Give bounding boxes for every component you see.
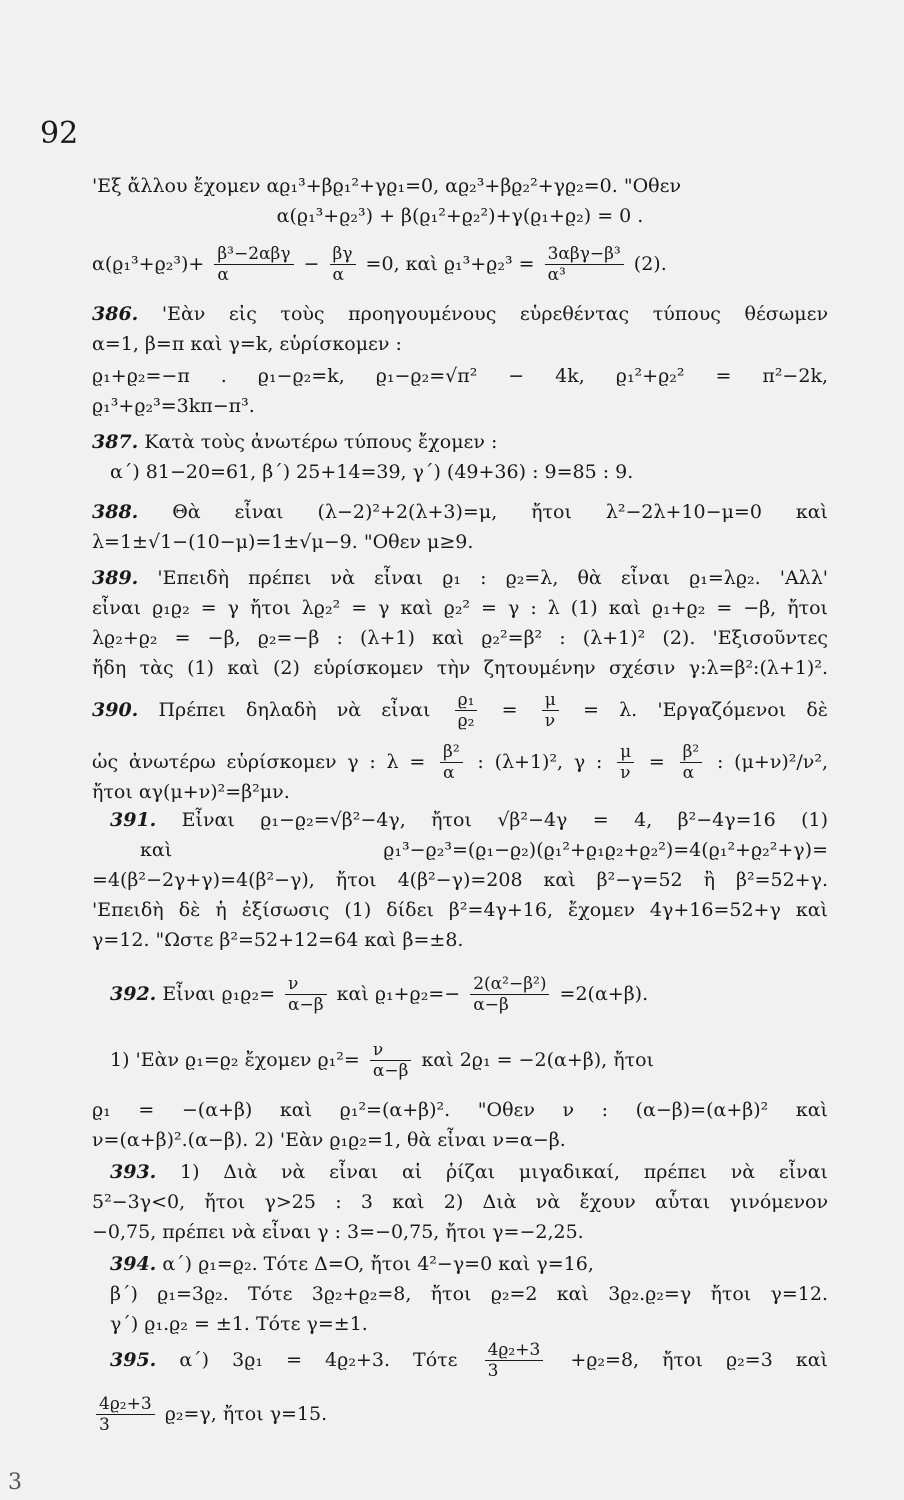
text-segment: 1) 'Εὰν ϱ₁=ϱ₂ ἔχομεν ϱ₁²= <box>110 1048 366 1071</box>
text-segment: α΄) 81−20=61, β΄) 25+14=39, γ΄) (49+36) : 9=85 : 9. <box>110 461 634 483</box>
denominator: ϱ₂ <box>457 711 475 732</box>
exercise-number: 387. <box>92 431 139 453</box>
numerator: ν <box>285 974 327 995</box>
fraction <box>285 974 327 1016</box>
text-segment: =4(β²−2γ+γ)=4(β²−γ), ἤτοι 4(β²−γ)=208 καὶ β²−γ=52 ἢ β²=52+γ. <box>92 869 828 891</box>
exercise-number: 395. <box>110 1348 157 1371</box>
text-line <box>92 624 828 652</box>
numerator: β³−2αβγ <box>214 244 293 265</box>
denominator: α−β <box>288 995 324 1016</box>
text-line <box>110 1250 828 1278</box>
text-segment: 'Εὰν εἰς τοὺς προηγουμένους εὑρεθέντας τύπους θέσωμεν <box>138 303 828 325</box>
fraction <box>330 244 356 286</box>
text-segment: Κατὰ τοὺς ἀνωτέρω τύπους ἔχομεν : <box>138 431 498 453</box>
text-line <box>92 594 828 622</box>
exercise-number: 394. <box>110 1253 157 1275</box>
exercise-number: 393. <box>110 1161 157 1183</box>
fraction <box>96 1394 155 1436</box>
text-line <box>92 202 828 230</box>
text-line <box>140 836 828 864</box>
text-line <box>92 866 828 894</box>
text-segment: ἤδη τὰς (1) καὶ (2) εὑρίσκομεν τὴν ζητουμένην σχέσιν γ:λ=β²:(λ+1)². <box>92 657 828 679</box>
page-number: 92 <box>40 116 79 151</box>
exercise-number: 386. <box>92 303 139 325</box>
fraction <box>214 244 293 286</box>
text-line <box>92 392 828 420</box>
text-segment: (2). <box>627 252 667 275</box>
text-line <box>92 896 828 924</box>
denominator: α−β <box>473 995 509 1016</box>
numerator: 4ϱ₂+3 <box>96 1394 155 1415</box>
fraction <box>542 690 559 732</box>
text-segment: 'Εξ ἄλλου ἔχομεν αϱ₁³+βϱ₁²+γϱ₁=0, αϱ₂³+βϱ₂²+γϱ₂=0. "Οθεν <box>92 175 681 197</box>
text-line <box>92 362 828 390</box>
text-line <box>92 1218 828 1246</box>
text-segment: α΄) ϱ₁=ϱ₂. Τότε Δ=O, ἤτοι 4²−γ=0 καὶ γ=16, <box>156 1253 594 1275</box>
text-segment: +ϱ₂=8, ἤτοι ϱ₂=3 καὶ <box>547 1348 828 1371</box>
text-segment: : (λ+1)², γ : <box>466 750 614 773</box>
text-segment: ϱ₁+ϱ₂=−π . ϱ₁−ϱ₂=k, ϱ₁−ϱ₂=√π² − 4k, ϱ₁²+ϱ₂² = π²−2k, <box>92 365 828 387</box>
numerator: μ <box>542 690 559 711</box>
fraction <box>370 1040 412 1082</box>
text-segment: = <box>481 698 538 721</box>
exercise-number: 389. <box>92 567 139 589</box>
text-line <box>92 564 828 592</box>
text-line <box>110 458 828 486</box>
text-segment: Πρέπει δηλαδὴ νὰ εἶναι <box>138 698 451 721</box>
numerator: β² <box>440 742 463 763</box>
text-line <box>110 1280 828 1308</box>
text-segment: α(ϱ₁³+ϱ₂³)+ <box>92 252 211 275</box>
text-segment: ὡς ἀνωτέρω εὑρίσκομεν γ : λ = <box>92 750 437 773</box>
text-line <box>110 1310 828 1338</box>
text-line <box>110 974 828 1016</box>
denominator: α−β <box>372 1061 409 1082</box>
denominator: 3 <box>487 1361 499 1382</box>
text-segment: γ=12. "Ωστε β²=52+12=64 καὶ β=±8. <box>92 929 464 951</box>
exercise-number: 390. <box>92 698 139 721</box>
text-segment: −0,75, πρέπει νὰ εἶναι γ : 3=−0,75, ἤτοι γ=−2,25. <box>92 1221 584 1243</box>
text-segment: καὶ ϱ₁³−ϱ₂³=(ϱ₁−ϱ₂)(ϱ₁²+ϱ₁ϱ₂+ϱ₂²)=4(ϱ₁²+ϱ₂²+γ)= <box>140 839 828 861</box>
corner-mark: 3 <box>8 1470 22 1495</box>
fraction <box>455 690 478 732</box>
text-segment: =0, καὶ ϱ₁³+ϱ₂³ = <box>359 252 541 275</box>
exercise-number: 388. <box>92 501 139 523</box>
text-segment: εἶναι ϱ₁ϱ₂ = γ ἤτοι λϱ₂² = γ καὶ ϱ₂² = γ : λ (1) καὶ ϱ₁+ϱ₂ = −β, ἤτοι <box>92 597 828 619</box>
text-segment: ἤτοι αγ(μ+ν)²=β²μν. <box>92 781 290 803</box>
text-segment: Εἶναι ϱ₁ϱ₂= <box>156 982 282 1005</box>
numerator: ϱ₁ <box>455 690 478 711</box>
text-line <box>92 1188 828 1216</box>
text-line <box>92 244 828 286</box>
exercise-number: 391. <box>110 809 157 831</box>
text-line <box>92 498 828 526</box>
text-line <box>92 654 828 682</box>
text-segment: Εἶναι ϱ₁−ϱ₂=√β²−4γ, ἤτοι √β²−4γ = 4, β²−4γ=16 (1) <box>156 809 828 831</box>
text-segment: ϱ₂=γ, ἤτοι γ=15. <box>158 1402 328 1425</box>
text-segment: α=1, β=π καὶ γ=k, εὑρίσκομεν : <box>92 333 402 355</box>
text-line <box>92 1096 828 1124</box>
text-segment: ϱ₁³+ϱ₂³=3kπ−π³. <box>92 395 255 417</box>
text-line <box>92 1394 828 1436</box>
denominator: α <box>217 265 229 286</box>
denominator: α <box>443 763 455 784</box>
numerator: 4ϱ₂+3 <box>485 1340 544 1361</box>
text-segment: καὶ 2ϱ₁ = −2(α+β), ἤτοι <box>415 1048 654 1071</box>
numerator: ν <box>370 1040 412 1061</box>
numerator: 3αβγ−β³ <box>545 244 624 265</box>
text-segment: Θὰ εἶναι (λ−2)²+2(λ+3)=μ, ἤτοι λ²−2λ+10−μ=0 καὶ <box>138 501 828 523</box>
numerator: 2(α²−β²) <box>470 974 549 995</box>
text-segment: λ=1±√1−(10−μ)=1±√μ−9. "Οθεν μ≥9. <box>92 531 474 553</box>
text-line <box>92 1126 828 1154</box>
text-line <box>110 1040 828 1082</box>
denominator: α³ <box>547 265 566 286</box>
numerator: μ <box>617 742 634 763</box>
text-line <box>92 690 828 732</box>
text-line <box>92 528 828 556</box>
exercise-number: 392. <box>110 982 157 1005</box>
text-segment: ϱ₁ = −(α+β) καὶ ϱ₁²=(α+β)². "Οθεν ν : (α−β)=(α+β)² καὶ <box>92 1099 828 1121</box>
text-segment: καὶ ϱ₁+ϱ₂=− <box>330 982 467 1005</box>
text-segment: = <box>638 750 676 773</box>
text-segment: α΄) 3ϱ₁ = 4ϱ₂+3. Τότε <box>156 1348 481 1371</box>
text-segment: =2(α+β). <box>553 982 649 1005</box>
denominator: ν <box>620 763 631 784</box>
text-line <box>92 428 828 456</box>
text-segment: 'Επειδὴ πρέπει νὰ εἶναι ϱ₁ : ϱ₂=λ, θὰ εἶναι ϱ₁=λϱ₂. 'Αλλ' <box>138 567 828 589</box>
fraction <box>485 1340 544 1382</box>
text-segment: 1) Διὰ νὰ εἶναι αἱ ῥίζαι μιγαδικαί, πρέπει νὰ εἶναι <box>156 1161 828 1183</box>
text-segment: = λ. 'Εργαζόμενοι δὲ <box>562 698 828 721</box>
text-segment: − <box>297 252 326 275</box>
fraction <box>470 974 549 1016</box>
text-segment: α(ϱ₁³+ϱ₂³) + β(ϱ₁²+ϱ₂²)+γ(ϱ₁+ϱ₂) = 0 . <box>276 205 644 227</box>
fraction <box>545 244 624 286</box>
denominator: 3 <box>99 1415 110 1436</box>
text-segment: β΄) ϱ₁=3ϱ₂. Τότε 3ϱ₂+ϱ₂=8, ἤτοι ϱ₂=2 καὶ 3ϱ₂.ϱ₂=γ ἤτοι γ=12. <box>110 1283 828 1305</box>
text-line <box>110 1340 828 1382</box>
text-line <box>92 172 828 200</box>
text-line <box>92 300 828 328</box>
text-segment: 5²−3γ<0, ἤτοι γ>25 : 3 καὶ 2) Διὰ νὰ ἔχουν αὗται γινόμενον <box>92 1191 828 1213</box>
text-line <box>92 778 828 806</box>
text-segment: ν=(α+β)².(α−β). 2) 'Εὰν ϱ₁ϱ₂=1, θὰ εἶναι ν=α−β. <box>92 1129 566 1151</box>
denominator: α <box>682 763 695 784</box>
text-segment: : (μ+ν)²/ν², <box>706 750 829 773</box>
denominator: α <box>332 265 344 286</box>
text-line <box>92 926 828 954</box>
text-segment: λϱ₂+ϱ₂ = −β, ϱ₂=−β : (λ+1) καὶ ϱ₂²=β² : (λ+1)² (2). 'Εξισοῦντες <box>92 627 828 649</box>
text-segment: γ΄) ϱ₁.ϱ₂ = ±1. Τότε γ=±1. <box>110 1313 368 1335</box>
numerator: βγ <box>330 244 356 265</box>
text-line <box>110 1158 828 1186</box>
text-segment: 'Επειδὴ δὲ ἡ ἐξίσωσις (1) δίδει β²=4γ+16, ἔχομεν 4γ+16=52+γ καὶ <box>92 899 828 921</box>
numerator: β² <box>680 742 703 763</box>
denominator: ν <box>544 711 556 732</box>
text-line <box>110 806 828 834</box>
text-line <box>92 330 828 358</box>
